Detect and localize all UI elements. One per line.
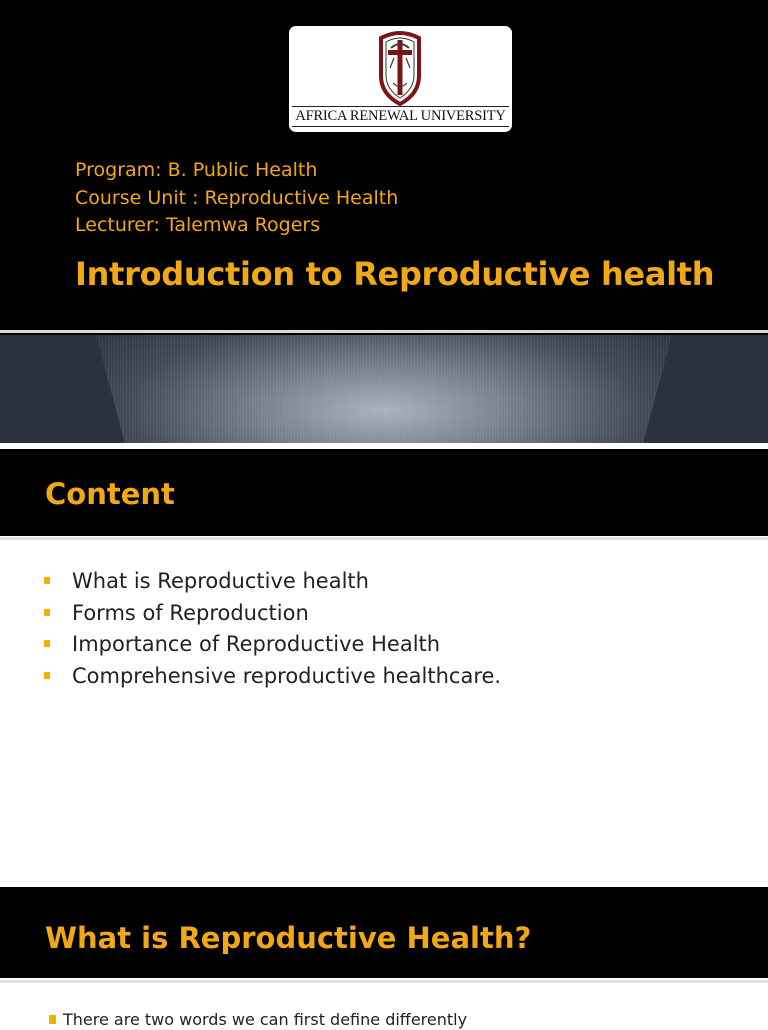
list-item-text: What is Reproductive health [72,569,369,593]
course-info [75,157,398,240]
content-title: Content [45,477,175,511]
shield-cross-icon [377,28,423,106]
bullet-icon [44,577,50,584]
content-slide-header [0,449,768,536]
definition-slide-header [0,887,768,978]
bullet-icon [44,640,50,647]
slide-divider [0,330,768,333]
course-unit-line: Course Unit : Reproductive Health [75,186,399,209]
list-item-text: Importance of Reproductive Health [72,632,441,656]
content-divider [0,537,768,540]
logo-rule-top [292,106,509,107]
university-logo [289,26,512,132]
program-line: Program: B. Public Health [75,159,318,181]
content-list [0,566,768,692]
slide-title: Introduction to Reproductive health [75,255,715,293]
lecturer-line: Lecturer: Talemwa Rogers [75,214,321,236]
university-name: AFRICA RENEWAL UNIVERSITY [295,108,506,124]
definition-bullet: There are two words we can first define differently [63,1010,468,1029]
list-item [0,661,768,693]
list-item [0,566,768,598]
decorative-band [0,335,768,443]
band-glow [96,335,672,443]
list-item-text: Comprehensive reproductive healthcare. [72,663,502,688]
list-item [0,629,768,661]
bullet-icon [49,1015,56,1024]
definition-title: What is Reproductive Health? [45,921,532,955]
list-item [0,598,768,630]
bullet-icon [44,609,50,616]
bullet-icon [44,672,50,679]
title-slide [0,0,768,443]
logo-rule-bottom [292,126,509,127]
list-item-text: Forms of Reproduction [72,600,309,625]
definition-divider [0,980,768,983]
